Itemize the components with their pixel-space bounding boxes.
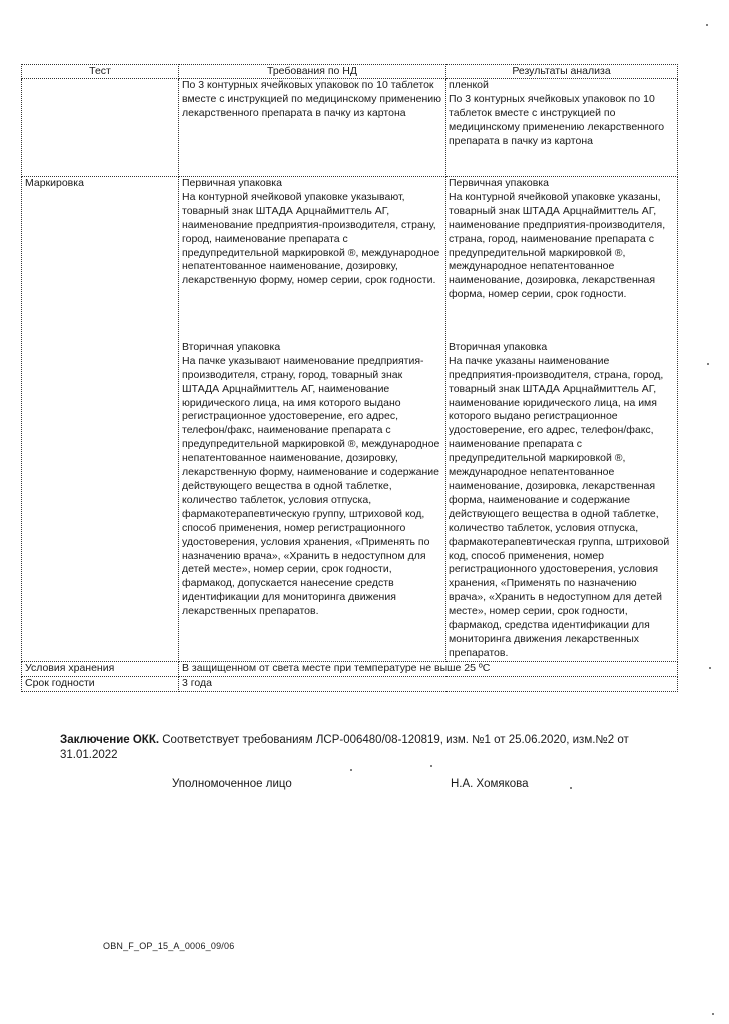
result-secondary-text: На пачке указаны наименование предприятия-производителя, страна, город, товарный знак ШТАДА Арцнаймиттель АГ, наименование юридического лица, на имя которого выдано регистрационное удостоверение, его адрес, телефон/факс, наименование препарата с предупредительной маркировкой ®, международное непатентованное наименование, дозировка, лекарственная форма, наименование и содержание действующего вещества в одной таблетке, количество таблеток, условия отпуска, фармакотерапевтическая группа, штриховой код, способ применения, номер регистрационного удостоверения, условия хранения, «Применять по назначению врача», «Хранить в недоступном для детей месте», номер серии, срок годности, фармакод, средства идентификации для мониторинга движения лекарственных препаратов. (449, 354, 670, 659)
analysis-table (21, 64, 678, 692)
signature-role: Уполномоченное лицо (172, 778, 292, 790)
table-row-packaging (22, 79, 678, 177)
scan-speck (707, 363, 709, 365)
scan-speck (709, 667, 711, 669)
conclusion-paragraph (60, 733, 680, 763)
table-row-marking (22, 177, 678, 662)
requirement-primary-text: На контурной ячейковой упаковке указывают, товарный знак ШТАДА Арцнаймиттель АГ, наименование предприятия-производителя, страну, город, наименование препарата с предупредительной маркировкой ®, международное непатентованное наименование, дозировку, лекарственную форму, номер серии, срок годности. (182, 190, 440, 287)
table-row-storage (22, 661, 678, 676)
scan-speck (570, 787, 572, 789)
header-results: Результаты анализа (446, 65, 678, 79)
packaging-test-cell (22, 79, 179, 177)
result-primary-title: Первичная упаковка (449, 177, 549, 189)
result-primary-text: На контурной ячейковой упаковке указаны, товарный знак ШТАДА Арцнаймиттель АГ, наименование предприятия-производителя, страна, город, наименование препарата с предупредительной маркировкой ®, международное непатентованное наименование, дозировка, лекарственная форма, номер серии, срок годности. (449, 190, 666, 301)
table-row-shelf-life (22, 676, 678, 691)
table-header-row (22, 65, 678, 79)
shelf-life-value-cell: 3 года (179, 676, 678, 691)
marking-requirement-cell (179, 177, 446, 662)
packaging-requirement-cell: По 3 контурных ячейковых упаковок по 10 таблеток вместе с инструкцией по медицинскому применению лекарственного препарата в пачку из картона (179, 79, 446, 177)
marking-test-cell: Маркировка (22, 177, 179, 662)
document-code: OBN_F_OP_15_A_0006_09/06 (103, 941, 235, 951)
scan-speck (706, 24, 708, 26)
result-secondary-title: Вторичная упаковка (449, 340, 548, 353)
marking-result-cell (446, 177, 678, 662)
storage-value-cell: В защищенном от света месте при температуре не выше 25 ºС (179, 661, 678, 676)
header-test: Тест (22, 65, 179, 79)
requirement-primary-title: Первичная упаковка (182, 177, 282, 189)
requirement-secondary-text: На пачке указывают наименование предприятия-производителя, страну, город, товарный знак ШТАДА Арцнаймиттель АГ, наименование юридического лица, на имя которого выдано регистрационное удостоверение, его адрес, телефон/факс, наименование препарата с предупредительной маркировкой ®, международное непатентованное наименование, дозировку, лекарственную форму, наименование и содержание действующего вещества в одной таблетке, количество таблеток, условия отпуска, фармакотерапевтическую группу, штриховой код, способ применения, номер регистрационного удостоверения, условия хранения, «Применять по назначению врача», «Хранить в недоступном для детей месте», номер серии, срок годности, фармакод, допускается нанесение средств идентификации для мониторинга движения лекарственных препаратов. (182, 354, 440, 618)
packaging-result-cell: пленкой По 3 контурных ячейковых упаковок по 10 таблеток вместе с инструкцией по медицинскому применению лекарственного препарата в пачку из картона (446, 79, 678, 177)
conclusion-label: Заключение ОКК. (60, 734, 160, 746)
shelf-life-test-cell: Срок годности (22, 676, 179, 691)
conclusion-text: Соответствует требованиям ЛСР-006480/08-120819, изм. №1 от 25.06.2020, изм.№2 от 31.01.2022 (60, 734, 629, 761)
scan-speck (712, 1013, 714, 1015)
scan-speck (350, 769, 352, 771)
scan-speck (430, 765, 432, 767)
requirement-secondary-title: Вторичная упаковка (182, 340, 281, 353)
signature-name: Н.А. Хомякова (451, 778, 529, 790)
header-requirements: Требования по НД (179, 65, 446, 79)
storage-test-cell: Условия хранения (22, 661, 179, 676)
